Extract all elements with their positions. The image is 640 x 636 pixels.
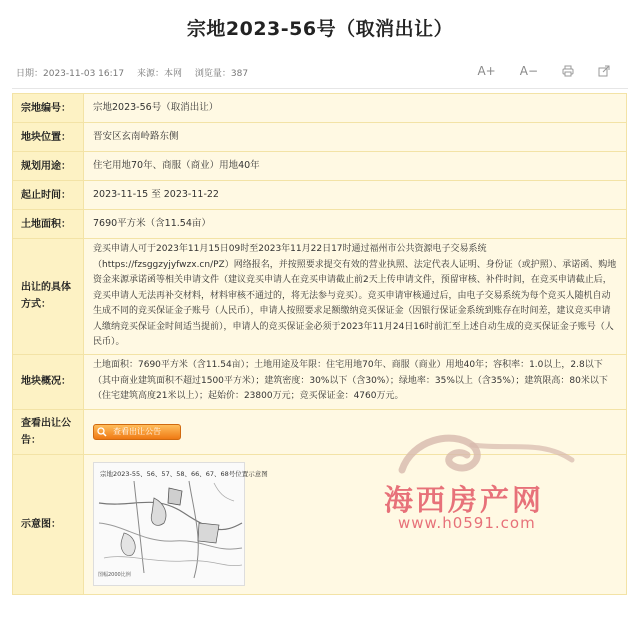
row-label: 地块概况： bbox=[13, 354, 84, 409]
row-value: 7690平方米（含11.54亩） bbox=[84, 210, 627, 239]
map-caption: 宗地2023-55、56、57、58、66、67、68号位置示意图 bbox=[100, 470, 268, 478]
table-row bbox=[13, 181, 627, 210]
watermark-url: www.h0591.com bbox=[398, 514, 536, 532]
article-toolbar bbox=[477, 64, 620, 78]
page-title: 宗地2023-56号（取消出让） bbox=[186, 18, 454, 40]
row-value: 土地面积：7690平方米（含11.54亩）；土地用途及年限：住宅用地70年、商服（商业）用地40年；容积率：1.0以上，2.8以下（其中商业建筑面积不超过1500平方米）；建筑密度：30%以下（含30%）；绿地率：35%以上（含35%）；建筑限高：80米以下（住宅建筑高度21米以上）；起始价：23800万元；竞买保证金：4760万元。 bbox=[84, 354, 627, 409]
row-value: 晋安区玄南岭路东侧 bbox=[84, 123, 627, 152]
view-announcement-label: 查看出让公告 bbox=[113, 426, 161, 436]
source-label: 来源：本网 bbox=[136, 69, 182, 79]
row-value: 宗地2023-56号（取消出让） bbox=[84, 94, 627, 123]
site-location-map bbox=[93, 462, 268, 586]
article-meta bbox=[16, 66, 624, 84]
row-label: 规划用途： bbox=[13, 152, 84, 181]
row-label: 地块位置： bbox=[13, 123, 84, 152]
table-row bbox=[13, 94, 627, 123]
table-row bbox=[13, 210, 627, 239]
row-label: 起止时间： bbox=[13, 181, 84, 210]
map-footer: 图幅2000比例 bbox=[98, 571, 131, 578]
print-icon[interactable] bbox=[562, 65, 574, 77]
row-label: 土地面积： bbox=[13, 210, 84, 239]
table-row bbox=[13, 123, 627, 152]
table-row bbox=[13, 409, 627, 454]
publish-date: 日期：2023-11-03 16:17 bbox=[16, 69, 125, 79]
divider bbox=[12, 88, 628, 89]
row-label: 出让的具体方式： bbox=[13, 239, 84, 355]
view-announcement-button[interactable] bbox=[93, 424, 181, 440]
row-label: 查看出让公告： bbox=[13, 409, 84, 454]
table-row bbox=[13, 454, 627, 594]
row-value: 竞买申请人可于2023年11月15日09时至2023年11月22日17时通过福州市公共资源电子交易系统（https://fzsggzyjyfwzx.cn/PZ）网络报名，并按照要求提交有效的营业执照、法定代表人证明、身份证（或护照）、承诺函、购地资金来源承诺函等相关申请文件（建议竞买申请人在竞买申请截止前2天上传申请文件，预留审核、补件时间，在竞买申请截止后，竞买申请人无法再补交材料，材料审核不通过的，将无法参与竞买）。竞买申请审核通过后，由电子交易系统为每个竞买人随机自动生成不同的竞买保证金子账号（人民币），申请人按照要求足额缴纳竞买保证金（因银行保证金系统到账存在时间差，建议竞买申请人缴纳竞买保证金时间适当提前），申请人的竞买保证金必须于2023年11月24日16时前汇至上述自动生成的竞买保证金子账号（人民币）。 bbox=[84, 239, 627, 355]
font-decrease-button[interactable]: A− bbox=[519, 64, 538, 78]
table-row bbox=[13, 354, 627, 409]
share-icon[interactable] bbox=[598, 65, 610, 77]
watermark-name: 海西房产网 bbox=[384, 483, 545, 517]
magnifier-icon bbox=[97, 427, 107, 437]
table-row bbox=[13, 152, 627, 181]
row-value: 2023-11-15 至 2023-11-22 bbox=[84, 181, 627, 210]
row-value bbox=[84, 454, 627, 594]
land-info-table bbox=[12, 93, 627, 595]
font-increase-button[interactable]: A+ bbox=[477, 64, 496, 78]
row-label: 宗地编号： bbox=[13, 94, 84, 123]
row-value: 住宅用地70年、商服（商业）用地40年 bbox=[84, 152, 627, 181]
table-row bbox=[13, 239, 627, 355]
row-value bbox=[84, 409, 627, 454]
view-count: 浏览量：387 bbox=[194, 69, 249, 79]
row-label: 示意图： bbox=[13, 454, 84, 594]
